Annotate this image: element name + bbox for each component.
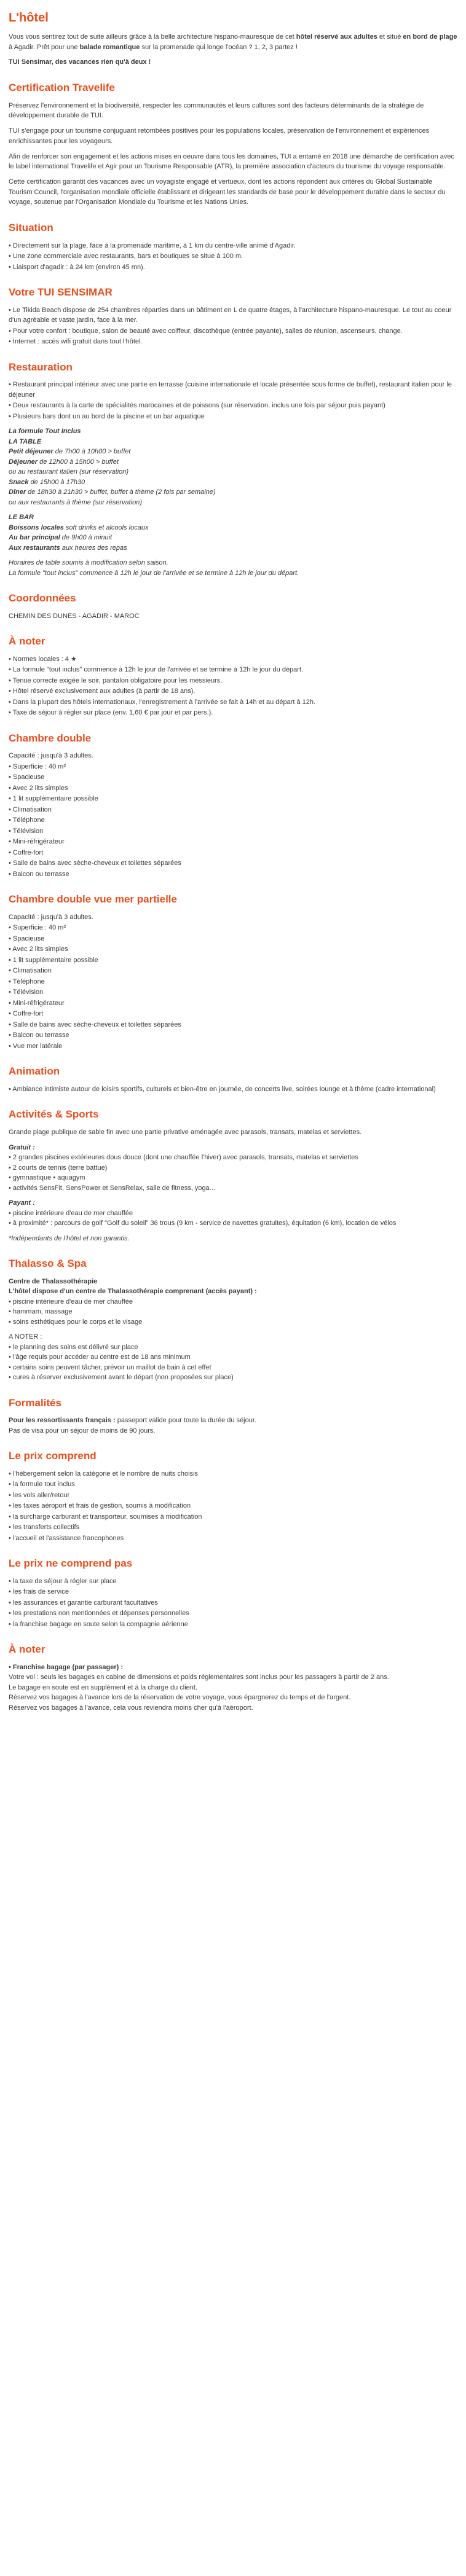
bullet-list (9, 1576, 457, 1630)
section-title-a-noter-2: À noter (9, 1643, 45, 1656)
section-title-thalasso-spa: Thalasso & Spa (9, 1258, 87, 1270)
baggage-heading: • Franchise bagage (par passager) : (9, 1663, 124, 1671)
list-item: • Dans la plupart des hôtels internationaux, l'enregistrement à l'arrivée se fait à 14h et au départ à 12h. (9, 698, 316, 706)
list-item: • Coffre-fort (9, 848, 44, 856)
section-title-restauration: Restauration (9, 361, 73, 373)
list-item: • Deux restaurants à la carte de spécialités marocaines et de poissons (sur réservation, inclus une fois par séjour puis payant) (9, 402, 385, 410)
formula-block-table (9, 426, 457, 507)
activities-paid-block (9, 1198, 457, 1229)
section-title-a-noter-1: À noter (9, 635, 45, 648)
list-item: • les transferts collectifs (9, 1524, 80, 1532)
list-item: • Avec 2 lits simples (9, 784, 68, 792)
intro-paragraph-1: Vous vous sentirez tout de suite ailleurs grâce à la belle architecture hispano-mauresque de cet hôtel réservé aux adultes et situé en bord de plage à Agadir. Prêt pour une balade romantique sur la promenade qui longe l'océan ? 1, 2, 3 partez ! (9, 33, 457, 51)
activities-free-block (9, 1143, 457, 1194)
list-item: • 2 grandes piscines extérieures dous douce (dont une chauffée l'hiver) avec parasols, transats, matelas et serviettes (9, 1154, 358, 1162)
list-item: • les vols aller/retour (9, 1491, 70, 1499)
list-item: • Coffre-fort (9, 1010, 44, 1018)
paragraph: Grande plage publique de sable fin avec une partie privative aménagée avec parasols, transats, matelas et serviettes. (9, 1128, 362, 1136)
list-item: • piscine intérieure d'eau de mer chauffée (9, 1209, 133, 1217)
formula-line: ou aux restaurants à thème (sur réservation) (9, 498, 143, 506)
list-item: • 1 lit supplémentaire possible (9, 795, 98, 803)
list-item: • Liaisport d'agadir : à 24 km (environ 45 mn). (9, 263, 145, 271)
section-title-coordonnees: Coordonnées (9, 592, 76, 605)
formalites-line: Pour les ressortissants français : passeport valide pour toute la durée du séjour. (9, 1417, 256, 1425)
section-title-situation: Situation (9, 222, 53, 234)
baggage-note-block (9, 1662, 457, 1713)
formula-note: Horaires de table soumis à modification selon saison. (9, 559, 168, 567)
list-item: • Spacieuse (9, 934, 45, 942)
paragraph: TUI s'engage pour un tourisme conjuguant retombées positives pour les populations locales, préservation de l'environnement et expériences enrichissantes pour les voyageurs. (9, 127, 430, 145)
list-item: • Normes locales : 4 ★ (9, 655, 77, 663)
thalasso-intro: L'hôtel dispose d'un centre de Thalassothérapie comprenant (accès payant) : (9, 1288, 257, 1296)
room-feature-list (9, 751, 457, 879)
thalasso-center-block (9, 1277, 457, 1328)
list-item: • Superficie : 40 m² (9, 924, 66, 932)
formula-line: LE BAR (9, 514, 34, 522)
page-title: L'hôtel (9, 11, 49, 25)
paragraph: Préservez l'environnement et la biodiversité, respecter les communautés et leurs cultures sont des facteurs déterminants de la stratégie de développement durable de TUI. (9, 101, 424, 120)
list-item: • Une zone commerciale avec restaurants, bars et boutiques se situe à 100 m. (9, 253, 243, 260)
list-item: • la franchise bagage en soute selon la compagnie aérienne (9, 1620, 188, 1628)
subheading-centre-thalasso: Centre de Thalassothérapie (9, 1277, 98, 1285)
baggage-line: Réservez vos bagages à l'avance lors de la réservation de votre voyage, vous épargnerez du temps et de l'argent. (9, 1694, 351, 1702)
baggage-line: Le bagage en soute est en supplément et à la charge du client. (9, 1683, 197, 1691)
address: CHEMIN DES DUNES - AGADIR - MAROC (9, 612, 140, 620)
list-item: • piscine intérieure d'eau de mer chauffée (9, 1298, 133, 1306)
section-title-chambre-double-vue-mer: Chambre double vue mer partielle (9, 893, 177, 906)
list-item: • les assurances et garantie carburant facultatives (9, 1599, 158, 1607)
list-item: • Balcon ou terrasse (9, 870, 69, 878)
list-item: • Directement sur la plage, face à la promenade maritime, à 1 km du centre-ville animé d'Agadir. (9, 241, 296, 249)
list-item: • Internet : accès wifi gratuit dans tout l'hôtel. (9, 338, 143, 346)
section-title-le-prix-ne-comprend-pas: Le prix ne comprend pas (9, 1557, 133, 1570)
list-item: • l'hébergement selon la catégorie et le nombre de nuits choisis (9, 1470, 199, 1478)
formula-line: Petit déjeuner de 7h00 à 10h00 > buffet (9, 448, 131, 456)
list-item: Capacité : jusqu'à 3 adultes. (9, 913, 93, 921)
list-item: • gymnastique • aquagym (9, 1174, 85, 1182)
list-item: • Téléphone (9, 977, 45, 985)
list-item: • Spacieuse (9, 773, 45, 781)
list-item: • Taxe de séjour à régler sur place (env. 1,60 € par jour et par pers.). (9, 709, 213, 717)
list-item: • 2 courts de tennis (terre battue) (9, 1164, 108, 1172)
bullet-list (9, 380, 457, 421)
list-item: • 1 lit supplémentaire possible (9, 956, 98, 964)
formula-line: Boissons locales soft drinks et alcools locaux (9, 523, 149, 531)
list-item: • hammam, massage (9, 1308, 73, 1316)
paragraph: Afin de renforcer son engagement et les actions mises en oeuvre dans tous les domaines, TUI a entamé en 2018 une démarche de certification avec le label international Travelife et Agir pour un Tourisme Responsable (ATR), la première association d'acteurs du tourisme du voyage responsable. (9, 152, 454, 171)
list-item: • Salle de bains avec sèche-cheveux et toilettes séparées (9, 1020, 181, 1028)
list-item: • Tenue correcte exigée le soir, pantalon obligatoire pour les messieurs. (9, 676, 223, 684)
section-title-activites-sports: Activités & Sports (9, 1108, 99, 1121)
baggage-line: Réservez vos bagages à l'avance, cela vous reviendra moins cher qu'à l'aéroport. (9, 1704, 253, 1712)
list-item: • certains soins peuvent tâcher, prévoir un maillot de bain à cet effet (9, 1363, 211, 1371)
formula-line: Aux restaurants aux heures des repas (9, 544, 127, 552)
list-item: • Climatisation (9, 805, 52, 813)
formula-note: La formule "tout inclus" commence à 12h le jour de l'arrivée et se termine à 12h le jour du départ. (9, 569, 299, 577)
formula-line: Snack de 15h00 à 17h30 (9, 478, 85, 486)
formalites-block (9, 1415, 457, 1436)
formula-block-bar (9, 512, 457, 553)
list-item: • Hôtel réservé exclusivement aux adultes (à partir de 18 ans). (9, 687, 195, 695)
formula-line: Dîner de 18h30 à 21h30 > buffet, buffet à thème (2 fois par semaine) (9, 488, 216, 496)
formula-block-notes (9, 558, 457, 578)
list-item: • Avec 2 lits simples (9, 945, 68, 953)
subheading-gratuit: Gratuit : (9, 1143, 35, 1151)
subheading-payant: Payant : (9, 1199, 35, 1207)
list-item: • cures à réserver exclusivement avant le départ (non proposées sur place) (9, 1374, 234, 1382)
activities-footnote (9, 1234, 457, 1244)
section-title-chambre-double: Chambre double (9, 732, 92, 744)
room-feature-list (9, 912, 457, 1052)
list-item: • Pour votre confort : boutique, salon de beauté avec coiffeur, discothèque (entrée payante), salles de réunion, ascenseurs, change. (9, 327, 403, 335)
section-title-le-prix-comprend: Le prix comprend (9, 1450, 97, 1462)
list-item: • la taxe de séjour à régler sur place (9, 1577, 117, 1585)
intro-paragraph-2: TUI Sensimar, des vacances rien qu'à deux ! (9, 58, 151, 66)
list-item: • Vue mer latérale (9, 1042, 63, 1050)
list-item: • Restaurant principal intérieur avec une partie en terrasse (cuisine internationale et locale présentée sous forme de buffet), restaurant italien pour le déjeuner (9, 381, 452, 399)
bullet-list (9, 1469, 457, 1544)
note-heading: A NOTER : (9, 1333, 42, 1341)
list-item: • Superficie : 40 m² (9, 762, 66, 770)
formula-line: Au bar principal de 9h00 à minuit (9, 534, 113, 542)
list-item: • La formule "tout inclus" commence à 12h le jour de l'arrivée et se termine à 12h le jour du départ. (9, 666, 304, 674)
formula-line: LA TABLE (9, 437, 42, 445)
list-item: • les prestations non mentionnées et dépenses personnelles (9, 1610, 189, 1618)
formula-line: ou au restaurant italien (sur réservation) (9, 468, 129, 476)
bullet-list (9, 1084, 457, 1095)
section-title-animation: Animation (9, 1065, 60, 1078)
formalites-line: Pas de visa pour un séjour de moins de 90 jours. (9, 1427, 156, 1435)
paragraph: Cette certification garantit des vacances avec un voyagiste engagé et vertueux, dont les actions répondent aux critères du Global Sustainable Tourism Council, l'organisation mondiale officielle établissant et dirigeant les standards de base pour le développement durable dans le secteur du voyage, soutenue par l'Organisation Mondiale du Tourisme et les Nations Unies. (9, 178, 446, 206)
list-item: • Plusieurs bars dont un au bord de la piscine et un bar aquatique (9, 412, 205, 420)
bullet-list (9, 241, 457, 273)
section-title-votre-tui-sensimar: Votre TUI SENSIMAR (9, 286, 113, 299)
list-item: • soins esthétiques pour le corps et le visage (9, 1318, 143, 1326)
list-item: • la surcharge carburant et transporteur, soumises à modification (9, 1513, 202, 1521)
list-item: • à proximité* : parcours de golf "Golf du soleil" 36 trous (9 km - service de navettes gratuites), équitation (6 km), location de vélos (9, 1219, 397, 1227)
formula-line: Déjeuner de 12h00 à 15h00 > buffet (9, 458, 119, 466)
list-item: • Télévision (9, 989, 44, 996)
list-item: • Téléphone (9, 816, 45, 824)
list-item: • Climatisation (9, 967, 52, 975)
list-item: • les taxes aéroport et frais de gestion, soumis à modification (9, 1502, 191, 1510)
list-item: • la formule tout inclus (9, 1481, 75, 1489)
section-title-formalites: Formalités (9, 1396, 61, 1409)
list-item: • Mini-réfrigérateur (9, 999, 65, 1007)
list-item: • les frais de service (9, 1588, 69, 1596)
footnote: *Indépendants de l'hôtel et non garantis. (9, 1234, 130, 1242)
list-item: • Le Tikida Beach dispose de 254 chambres réparties dans un bâtiment en L de quatre étages, à l'architecture hispano-mauresque. Le tout au coeur d'un agréable et vaste jardin, face à la mer. (9, 306, 452, 324)
baggage-line: Votre vol : seuls les bagages en cabine de dimensions et poids réglementaires sont inclus pour les passagers à partir de 2 ans. (9, 1674, 389, 1681)
list-item: • l'âge requis pour accéder au centre est de 18 ans minimum (9, 1353, 191, 1361)
list-item: • Ambiance intimiste autour de loisirs sportifs, culturels et bien-être en journée, de concerts live, soirées lounge et à thème (cadre international) (9, 1085, 436, 1093)
list-item: Capacité : jusqu'à 3 adultes. (9, 752, 93, 760)
list-item: • Salle de bains avec sèche-cheveux et toilettes séparées (9, 859, 181, 867)
list-item: • le planning des soins est délivré sur place (9, 1343, 138, 1351)
formula-heading: La formule Tout Inclus (9, 428, 81, 436)
list-item: • activités SensFit, SensPower et SensRelax, salle de fitness, yoga... (9, 1184, 215, 1192)
bullet-list (9, 654, 457, 718)
bullet-list (9, 305, 457, 347)
section-title-certification-travelife: Certification Travelife (9, 82, 115, 94)
list-item: • Mini-réfrigérateur (9, 838, 65, 846)
thalasso-notes-block (9, 1332, 457, 1383)
list-item: • Télévision (9, 827, 44, 835)
list-item: • l'accueil et l'assistance francophones (9, 1534, 124, 1542)
list-item: • Balcon ou terrasse (9, 1032, 69, 1039)
